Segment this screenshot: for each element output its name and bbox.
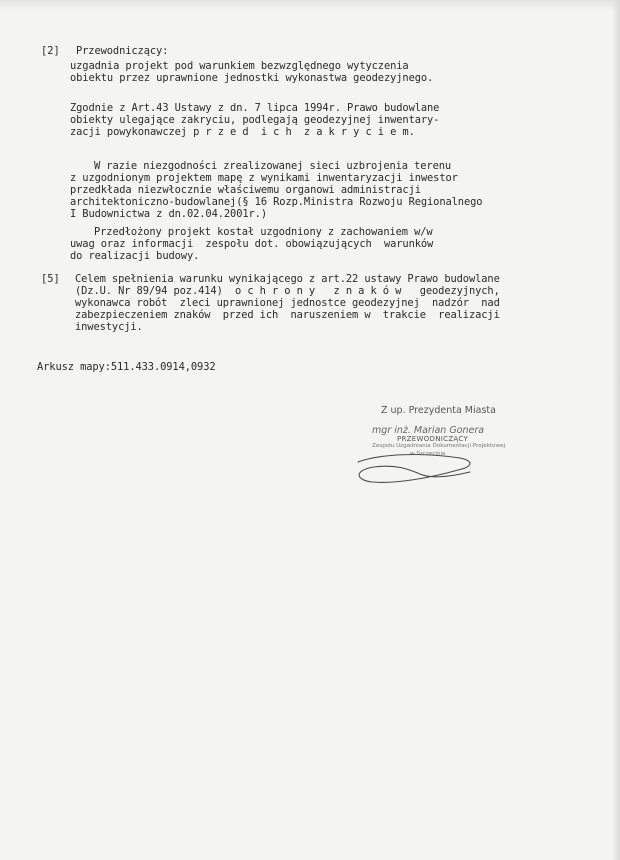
paragraph-line: inwestycji.: [75, 321, 143, 333]
paragraph-line: uwag oraz informacji zespołu dot. obowiązujących warunków: [70, 238, 434, 250]
paragraph-line: obiektu przez uprawnione jednostki wykonastwa geodezyjnego.: [70, 72, 434, 84]
paragraph-line: architektoniczno-budowlanej(§ 16 Rozp.Ministra Rozwoju Regionalnego: [70, 196, 483, 208]
paragraph-line: wykonawca robót zleci uprawnionej jednostce geodezyjnej nadzór nad: [75, 297, 500, 309]
paragraph-line: W razie niezgodności zrealizowanej sieci uzbrojenia terenu: [94, 160, 452, 172]
paragraph-line: z uzgodnionym projektem mapę z wynikami inwentaryzacji inwestor: [70, 172, 458, 184]
paragraph-line: Przedłożony projekt kostał uzgodniony z zachowaniem w/w: [94, 226, 433, 238]
scan-shadow-right: [612, 0, 620, 860]
stamp-city: w Szczecinie: [410, 451, 446, 457]
scan-shadow-top: [0, 0, 620, 10]
section-2-marker: [2]: [41, 45, 60, 57]
section-2-heading: Przewodniczący:: [76, 45, 169, 57]
map-sheet-reference: Arkusz mapy:511.433.0914,0932: [37, 361, 216, 373]
paragraph-line: zacji powykonawczej p r z e d i c h z a k r y c i e m.: [70, 126, 415, 138]
stamp-name: mgr inż. Marian Gonera: [372, 425, 485, 436]
stamp-office: Zespołu Uzgadniania Dokumentacji Projektowej: [372, 443, 506, 449]
stamp-line-1: Z up. Prezydenta Miasta: [381, 405, 496, 416]
section-5-marker: [5]: [41, 273, 60, 285]
handwritten-signature: [350, 440, 490, 500]
paragraph-line: uzgadnia projekt pod warunkiem bezwzględnego wytyczenia: [70, 60, 409, 72]
paragraph-line: I Budownictwa z dn.02.04.2001r.): [70, 208, 267, 220]
paragraph-line: Celem spełnienia warunku wynikającego z art.22 ustawy Prawo budowlane: [75, 273, 500, 285]
stamp-title: PRZEWODNICZĄCY: [397, 435, 469, 443]
paragraph-line: do realizacji budowy.: [70, 250, 200, 262]
paragraph-line: przedkłada niezwłocznie właściwemu organowi administracji: [70, 184, 421, 196]
paragraph-line: Zgodnie z Art.43 Ustawy z dn. 7 lipca 1994r. Prawo budowlane: [70, 102, 440, 114]
paragraph-line: obiekty ulegające zakryciu, podlegają geodezyjnej inwentary-: [70, 114, 440, 126]
paragraph-line: (Dz.U. Nr 89/94 poz.414) o c h r o n y z n a k ó w geodezyjnych,: [75, 285, 500, 297]
paragraph-line: zabezpieczeniem znaków przed ich naruszeniem w trakcie realizacji: [75, 309, 500, 321]
